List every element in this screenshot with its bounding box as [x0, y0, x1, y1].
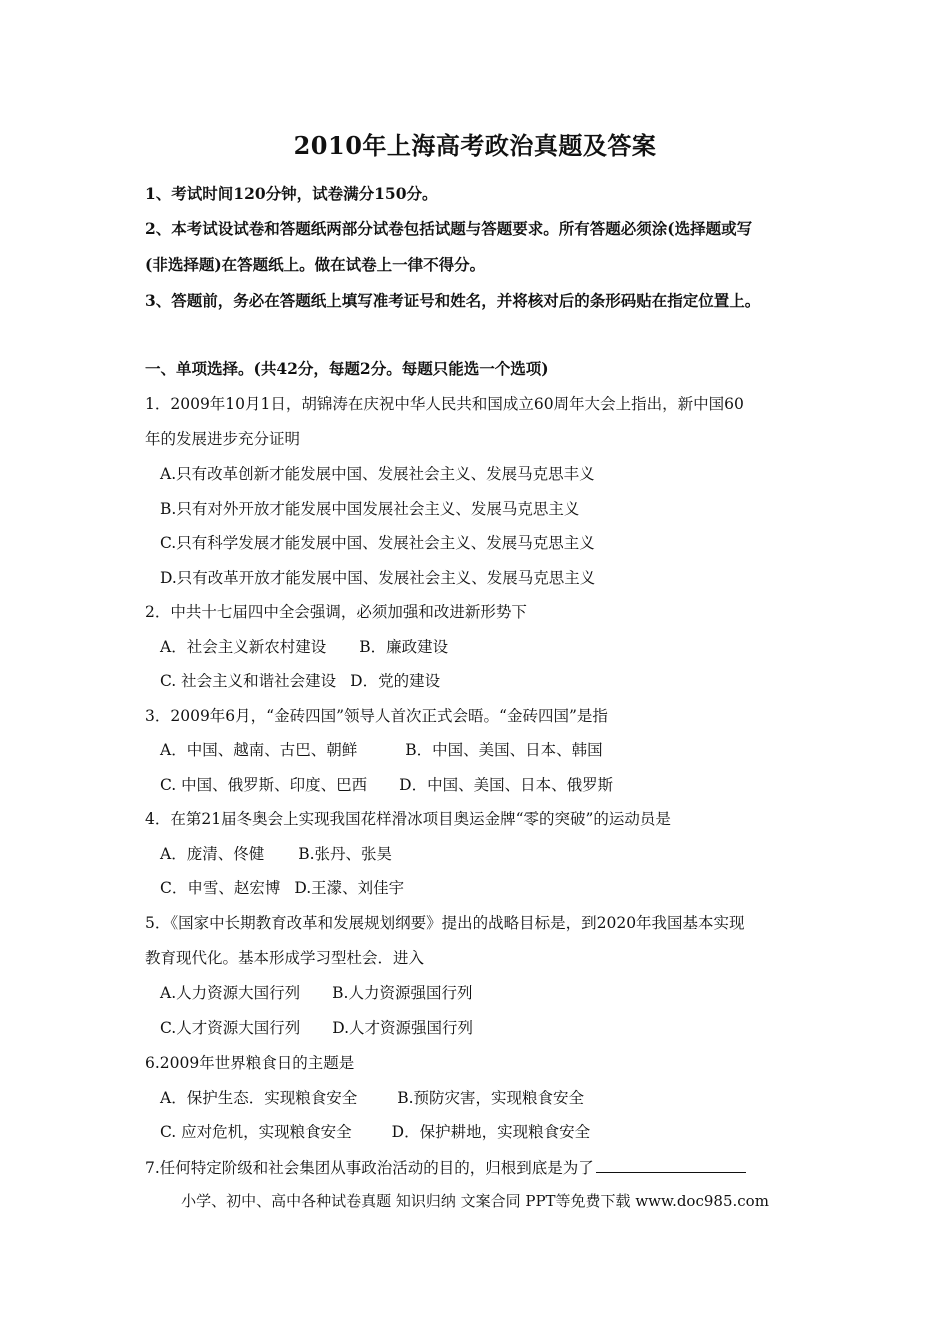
question-2-stem: 2．中共十七届四中全会强调，必须加强和改进新形势下	[145, 603, 527, 621]
question-1-stem: 1．2009年10月1日，胡锦涛在庆祝中华人民共和国成立60周年大会上指出，新中国60	[145, 395, 744, 413]
note-3: 3、答题前，务必在答题纸上填写准考证号和姓名，并将核对后的条形码贴在指定位置上。	[145, 291, 761, 310]
section-heading: 一、单项选择。(共42分，每题2分。每题只能选一个选项)	[145, 359, 549, 378]
question-3-options-row-1	[160, 739, 603, 761]
question-7-stem	[145, 1156, 746, 1179]
question-6-option-d: D．保护耕地，实现粮食安全	[391, 1123, 591, 1141]
page-title: 2010年上海高考政治真题及答案	[293, 131, 657, 160]
question-3-stem: 3．2009年6月，“金砖四国”领导人首次正式会晤。“金砖四国”是指	[145, 707, 608, 725]
question-3-option-a: A．中国、越南、古巴、朝鲜	[160, 741, 358, 759]
question-2-options-row-1	[160, 636, 448, 658]
question-4-options-row-1	[160, 843, 392, 865]
page-footer: 小学、初中、高中各种试卷真题 知识归纳 文案合同 PPT等免费下载 www.doc985.com	[181, 1192, 769, 1210]
question-2-option-d: D．党的建设	[350, 672, 441, 690]
question-5-options-row-2	[160, 1017, 473, 1039]
note-1: 1、考试时间120分钟，试卷满分150分。	[145, 184, 438, 203]
question-2-option-b: B．廉政建设	[359, 638, 449, 656]
question-4-option-d: D.王濛、刘佳宇	[294, 879, 405, 897]
question-6-options-row-1	[160, 1087, 584, 1109]
note-2-continued: (非选择题)在答题纸上。做在试卷上一律不得分。	[145, 255, 486, 274]
question-5-option-b: B.人力资源强国行列	[332, 984, 473, 1002]
question-4-options-row-2	[160, 877, 404, 899]
question-1-option-a: A.只有改革创新才能发展中国、发展社会主义、发展马克思丰义	[160, 465, 595, 483]
question-4-stem: 4．在第21届冬奥会上实现我国花样滑冰项目奥运金牌“零的突破”的运动员是	[145, 810, 671, 828]
question-5-option-a: A.人力资源大国行列	[160, 984, 301, 1002]
question-5-stem-continued: 教育现代化。基本形成学习型杜会．进入	[145, 949, 425, 967]
note-2: 2、本考试设试卷和答题纸两部分试卷包括试题与答题要求。所有答题必须涂(选择题或写	[145, 219, 753, 238]
question-1-option-c: C.只有科学发展才能发展中国、发展社会主义、发展马克思主义	[160, 534, 595, 552]
question-4-option-b: B.张丹、张昊	[298, 845, 393, 863]
answer-blank	[596, 1156, 746, 1173]
question-6-stem: 6.2009年世界粮食日的主题是	[145, 1054, 355, 1072]
question-1-stem-continued: 年的发展进步充分证明	[145, 430, 301, 448]
question-6-option-b: B.预防灾害，实现粮食安全	[397, 1089, 585, 1107]
question-5-options-row-1	[160, 982, 472, 1004]
question-4-option-c: C．申雪、赵宏博	[160, 879, 281, 897]
question-4-option-a: A．庞清、佟健	[160, 845, 265, 863]
question-1-option-b: B.只有对外开放才能发展中国发展社会主义、发展马克思主义	[160, 500, 580, 518]
question-6-options-row-2	[160, 1121, 590, 1143]
question-6-option-a: A．保护生态．实现粮食安全	[160, 1089, 358, 1107]
question-2-option-a: A．社会主义新农村建设	[160, 638, 327, 656]
question-2-option-c: C. 社会主义和谐社会建设	[160, 672, 337, 690]
question-3-options-row-2	[160, 774, 613, 796]
question-5-option-c: C.人才资源大国行列	[160, 1019, 301, 1037]
question-1-option-d: D.只有改革开放才能发展中国、发展社会主义、发展马克思主义	[160, 569, 596, 587]
question-3-option-d: D．中国、美国、日本、俄罗斯	[399, 776, 614, 794]
question-5-stem: 5．《国家中长期教育改革和发展规划纲要》提出的战略目标是，到2020年我国基本实现	[145, 914, 745, 932]
question-2-options-row-2	[160, 670, 440, 692]
question-6-option-c: C. 应对危机，实现粮食安全	[160, 1123, 352, 1141]
question-7-text: 7.任何特定阶级和社会集团从事政治活动的目的，归根到底是为了	[145, 1159, 594, 1177]
question-3-option-c: C. 中国、俄罗斯、印度、巴西	[160, 776, 368, 794]
question-5-option-d: D.人才资源强国行列	[332, 1019, 474, 1037]
question-3-option-b: B．中国、美国、日本、韩国	[405, 741, 603, 759]
